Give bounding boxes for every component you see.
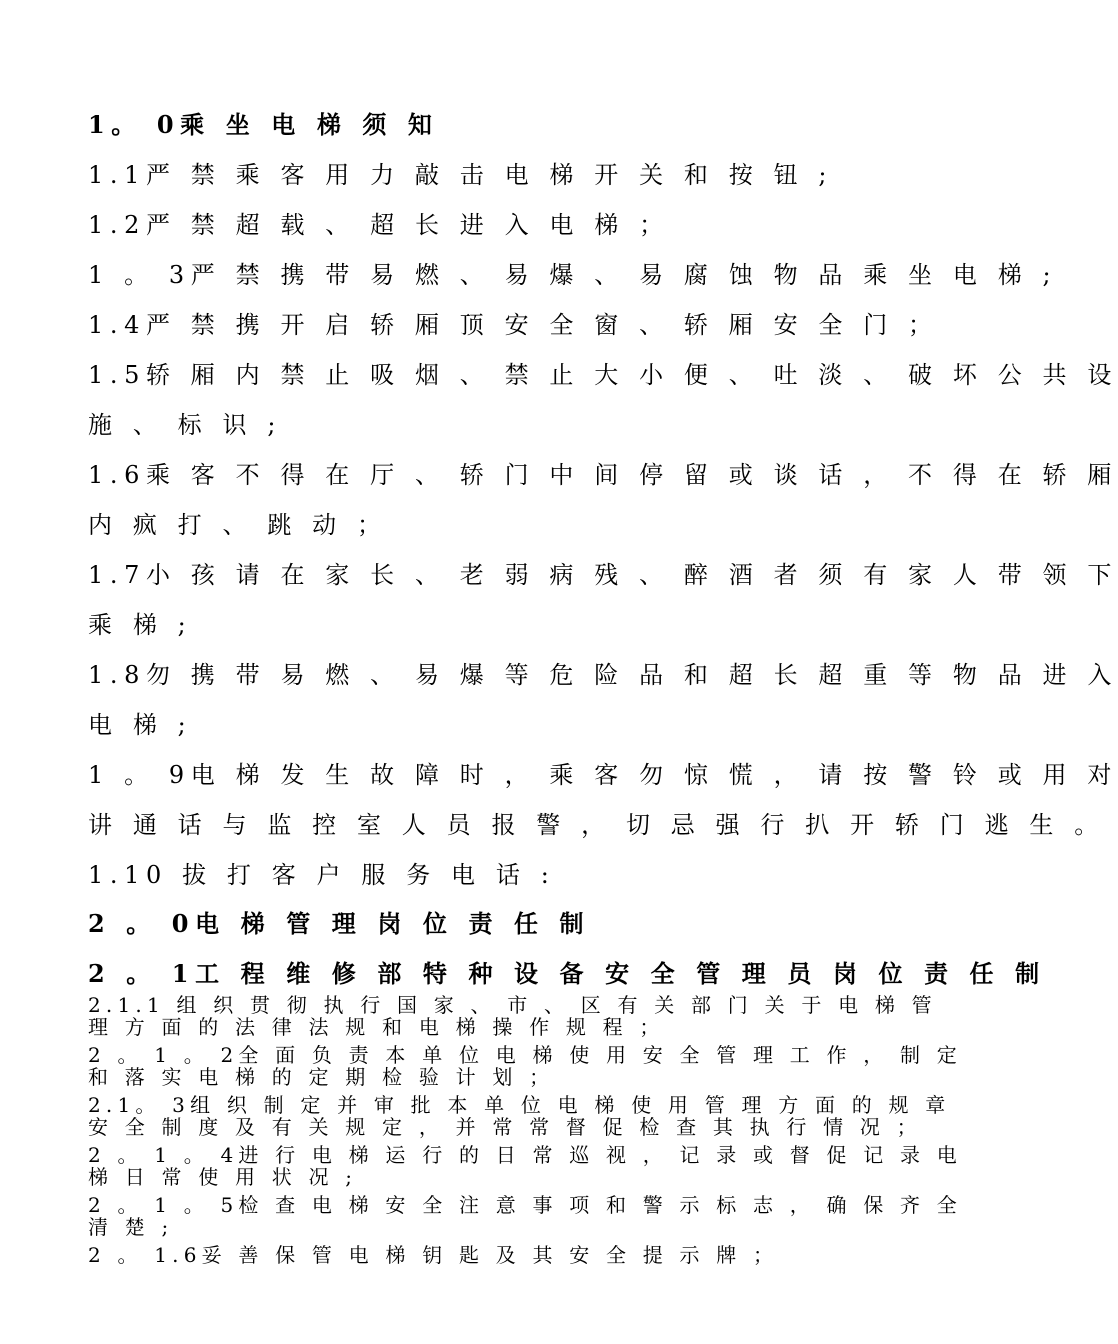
text-line: 和 落 实 电 梯 的 定 期 检 验 计 划 ； (88, 1065, 555, 1089)
heading-elevator-notice: 1。 0乘 坐 电 梯 须 知 (88, 110, 439, 139)
text-line: 1.4严 禁 携 开 启 轿 厢 顶 安 全 窗 、 轿 厢 安 全 门 ； (88, 311, 939, 339)
text-line: 施 、 标 识 ; (88, 411, 283, 439)
text-line: 理 方 面 的 法 律 法 规 和 电 梯 操 作 规 程 ； (88, 1015, 665, 1039)
text-line: 1.1严 禁 乘 客 用 力 敲 击 电 梯 开 关 和 按 钮 ; (88, 161, 834, 189)
text-line: 1.5轿 厢 内 禁 止 吸 烟 、 禁 止 大 小 便 、 吐 淡 、 破 坏 公 共 设 (88, 361, 1118, 389)
text-line: 讲 通 话 与 监 控 室 人 员 报 警 ， 切 忌 强 行 扒 开 轿 门 逃 生 。 (88, 811, 1105, 839)
text-line: 电 梯 ; (88, 711, 193, 739)
text-line: 1.7小 孩 请 在 家 长 、 老 弱 病 残 、 醉 酒 者 须 有 家 人 带 领 下 (88, 561, 1118, 589)
heading-elevator-management: 2 。 0电 梯 管 理 岗 位 责 任 制 (88, 909, 591, 938)
text-line: 1.2严 禁 超 载 、 超 长 进 入 电 梯 ； (88, 211, 670, 239)
text-line: 2.1.1 组 织 贯 彻 执 行 国 家 、 市 、 区 有 关 部 门 关 于 电 梯 管 (88, 993, 937, 1017)
text-line: 1 。 9电 梯 发 生 故 障 时 ， 乘 客 勿 惊 慌 ， 请 按 警 铃 或 用 对 (88, 761, 1118, 789)
text-line: 安 全 制 度 及 有 关 规 定 ， 并 常 常 督 促 检 查 其 执 行 情 况 ； (88, 1115, 922, 1139)
text-line: 2 。 1.6妥 善 保 管 电 梯 钥 匙 及 其 安 全 提 示 牌 ； (88, 1243, 779, 1267)
text-line: 1 。 3严 禁 携 带 易 燃 、 易 爆 、 易 腐 蚀 物 品 乘 坐 电 梯 ; (88, 261, 1058, 289)
text-line: 2.1。 3组 织 制 定 并 审 批 本 单 位 电 梯 使 用 管 理 方 面 的 规 章 (88, 1093, 951, 1117)
text-line: 乘 梯 ; (88, 611, 193, 639)
text-line: 2 。 1 。 4进 行 电 梯 运 行 的 日 常 巡 视 ， 记 录 或 督 促 记 录 电 (88, 1143, 962, 1167)
text-line: 1.8勿 携 带 易 燃 、 易 爆 等 危 险 品 和 超 长 超 重 等 物 品 进 入 (88, 661, 1118, 689)
text-line: 2 。 1 。 5检 查 电 梯 安 全 注 意 事 项 和 警 示 标 志 ， 确 保 齐 全 (88, 1193, 962, 1217)
heading-safety-manager-duties: 2 。 1工 程 维 修 部 特 种 设 备 安 全 管 理 员 岗 位 责 任 制 (88, 959, 1046, 988)
text-line: 梯 日 常 使 用 状 况 ; (88, 1165, 358, 1189)
text-line: 清 楚 ; (88, 1215, 174, 1239)
text-line: 内 疯 打 、 跳 动 ； (88, 511, 388, 539)
text-line: 1.6乘 客 不 得 在 厅 、 轿 门 中 间 停 留 或 谈 话 ， 不 得 在 轿 厢 (88, 461, 1118, 489)
text-line: 2 。 1 。 2全 面 负 责 本 单 位 电 梯 使 用 安 全 管 理 工 作 ， 制 定 (88, 1043, 962, 1067)
text-line: 1.10 拔 打 客 户 服 务 电 话 : (88, 861, 556, 889)
